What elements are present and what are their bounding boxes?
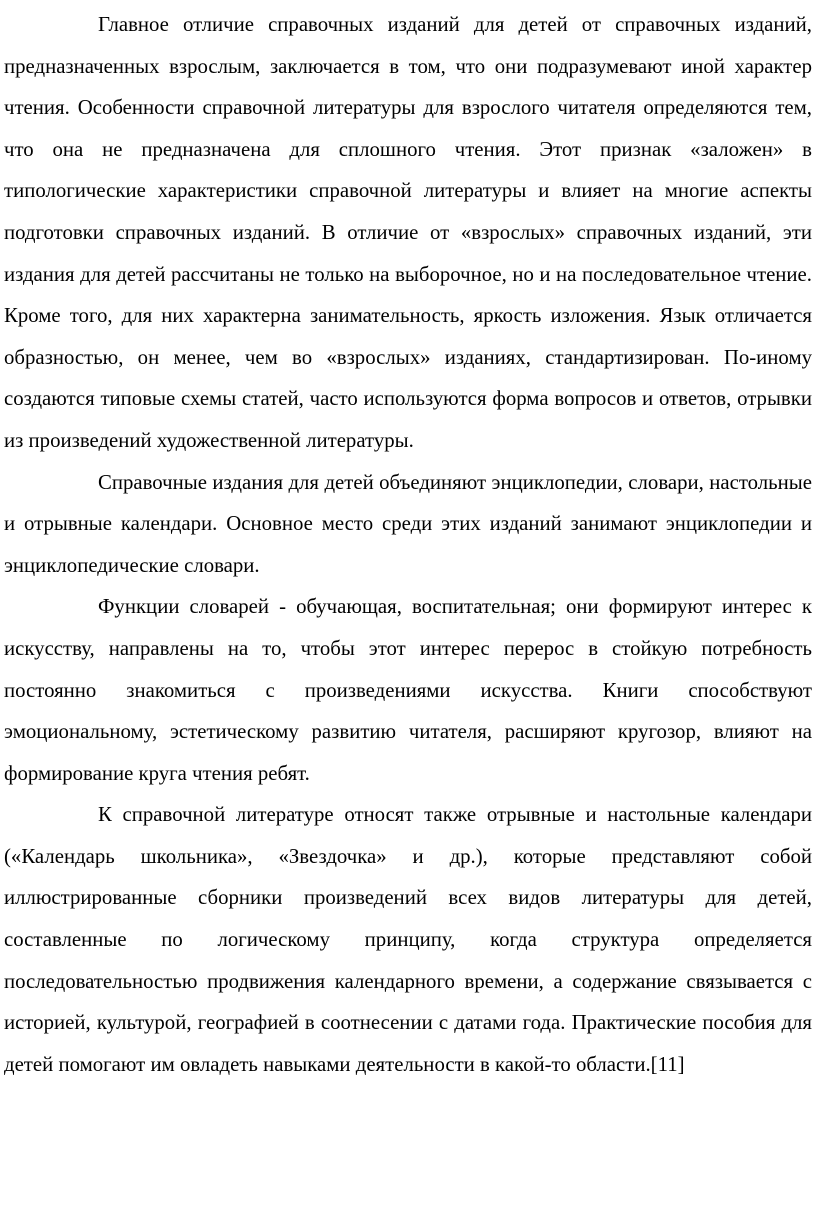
paragraph-calendars: К справочной литературе относят также отрывные и настольные календари («Календарь школьника», «Звездочка» и др.), которые представляют собой иллюстрированные сборники произведений всех видов литературы для детей, составленные по логическому принципу, когда структура определяется последовательностью продвижения календарного времени, а содержание связывается с историей, культурой, географией в соотнесении с датами года. Практические пособия для детей помогают им овладеть навыками деятельности в какой-то области.[11] [4,803,812,1076]
paragraph-reference-types: Справочные издания для детей объединяют энциклопедии, словари, настольные и отрывные календари. Основное место среди этих изданий занимают энциклопедии и энциклопедические словари. [4,470,812,577]
paragraph-dictionary-functions: Функции словарей - обучающая, воспитательная; они формируют интерес к искусству, направлены на то, чтобы этот интерес перерос в стойкую потребность постоянно знакомиться с произведениями искусства. Книги способствуют эмоциональному, эстетическому развитию читателя, расширяют кругозор, влияют на формирование круга чтения ребят. [4,595,812,785]
paragraph-reference-differences: Главное отличие справочных изданий для детей от справочных изданий, предназначенных взрослым, заключается в том, что они подразумевают иной характер чтения. Особенности справочной литературы для взрослого читателя определяются тем, что она не предназначена для сплошного чтения. Этот признак «заложен» в типологические характеристики справочной литературы и влияет на многие аспекты подготовки справочных изданий. В отличие от «взрослых» справочных изданий, эти издания для детей рассчитаны не только на выборочное, но и на последовательное чтение. Кроме того, для них характерна занимательность, яркость изложения. Язык отличается образностью, он менее, чем во «взрослых» изданиях, стандартизирован. По-иному создаются типовые схемы статей, часто используются форма вопросов и ответов, отрывки из произведений художественной литературы. [4,13,812,452]
